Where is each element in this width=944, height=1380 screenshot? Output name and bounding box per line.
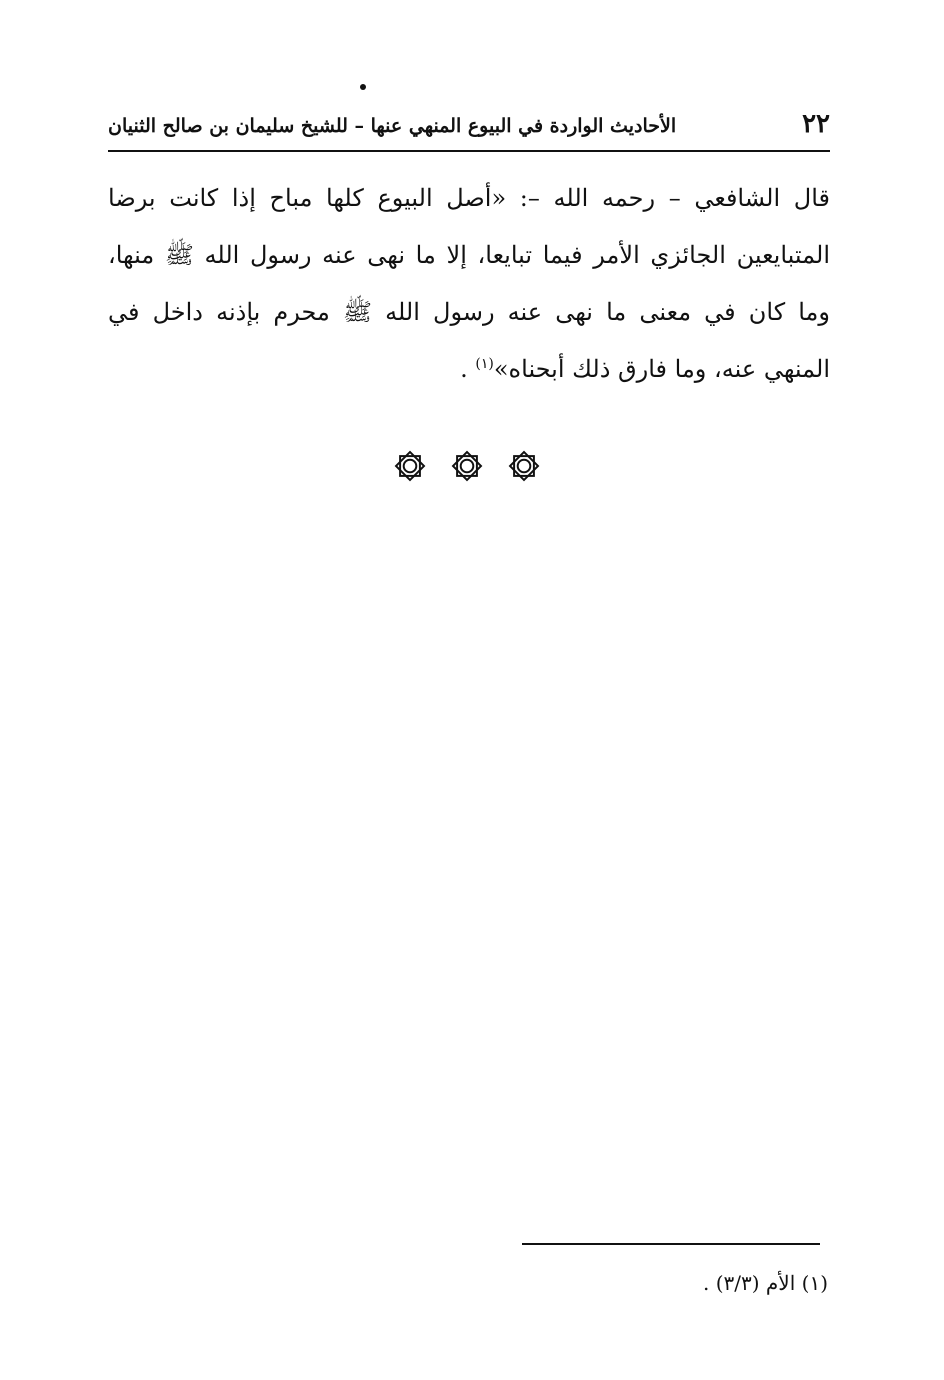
header-dot bbox=[360, 84, 366, 90]
footnote-reference: (١) bbox=[475, 356, 494, 372]
eight-point-star-icon bbox=[392, 448, 428, 484]
quote-text: قال الشافعي – رحمه الله –: «أصل البيوع كلها مباح إذا كانت برضا المتبايعين الجائزي الأمر فيما تبايعا، إلا ما نهى عنه رسول الله ﷺ منها، وما كان في معنى ما نهى عنه رسول الله ﷺ محرم بإذنه داخل في المنهي عنه، وما فارق ذلك أبحناه» bbox=[108, 184, 830, 383]
page-number: ٢٢ bbox=[802, 109, 830, 139]
footnote: (١) الأم (٣/٣) . bbox=[703, 1271, 828, 1295]
section-divider-ornaments bbox=[392, 448, 542, 488]
running-title: الأحاديث الواردة في البيوع المنهي عنها – للشيخ سليمان بن صالح الثنيان bbox=[108, 115, 677, 137]
eight-point-star-icon bbox=[449, 448, 485, 484]
footnote-separator bbox=[522, 1243, 820, 1245]
quote-paragraph bbox=[108, 170, 830, 398]
page-header bbox=[108, 106, 830, 152]
end-mark: . bbox=[460, 355, 468, 383]
eight-point-star-icon bbox=[506, 448, 542, 484]
